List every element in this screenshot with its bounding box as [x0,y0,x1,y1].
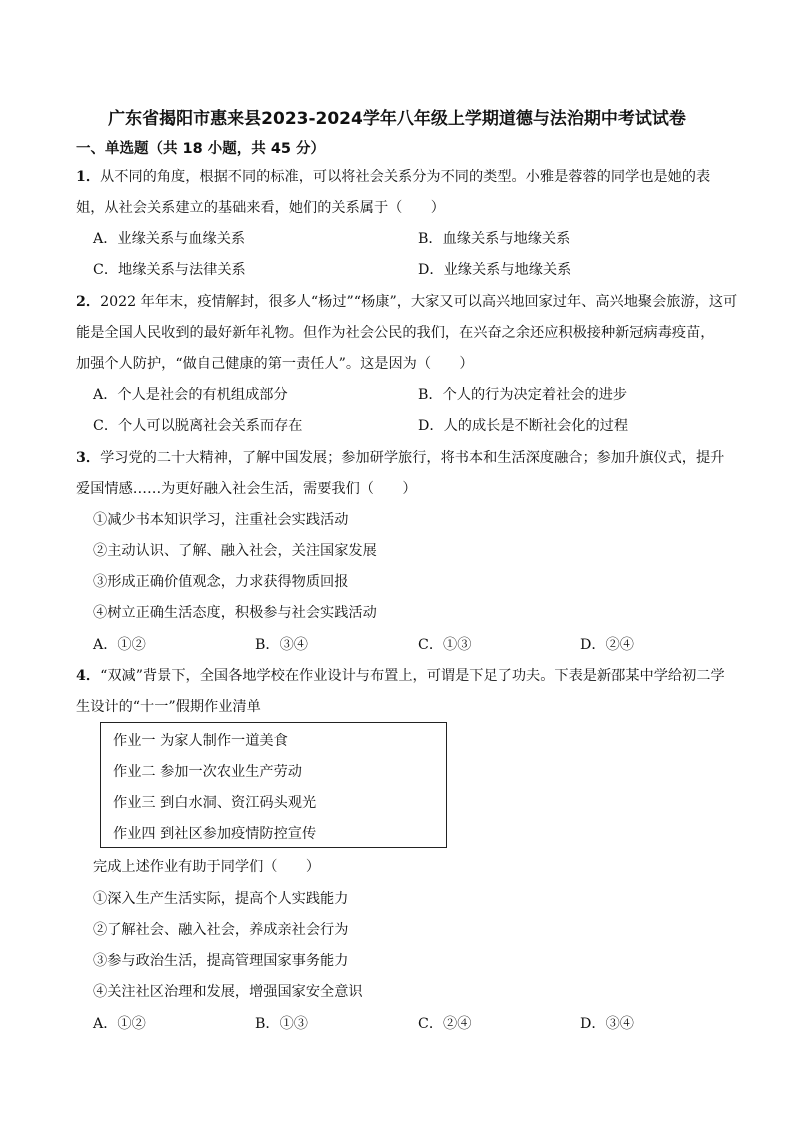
question-2-option-a[interactable]: A．个人是社会的有机组成部分 [93,387,288,403]
question-number: 3． [76,450,101,466]
question-1-option-d[interactable]: D．业缘关系与地缘关系 [418,262,572,278]
question-4-option-b[interactable]: B．①③ [255,1016,308,1032]
question-3-line-1: 3．学习党的二十大精神，了解中国发展；参加研学旅行，将书本和生活深度融合；参加升旗仪式，提升 [76,450,725,466]
question-4-statement-2: ②了解社会、融入社会，养成亲社会行为 [93,922,349,938]
question-3-option-b[interactable]: B．③④ [255,637,308,653]
question-2-option-b[interactable]: B．个人的行为决定着社会的进步 [418,387,628,403]
question-1-option-a[interactable]: A．业缘关系与血缘关系 [93,231,246,247]
question-1-option-b[interactable]: B．血缘关系与地缘关系 [418,231,571,247]
question-4-option-c[interactable]: C．②④ [418,1016,472,1032]
question-3-option-c[interactable]: C．①③ [418,637,472,653]
question-1-line-2: 姐，从社会关系建立的基础来看，她们的关系属于（ ） [76,200,445,216]
question-number: 4． [76,668,101,684]
homework-item: 作业一 为家人制作一道美食 [113,733,288,749]
question-2-option-c[interactable]: C．个人可以脱离社会关系而存在 [93,418,303,434]
homework-item: 作业三 到白水洞、资江码头观光 [113,795,317,811]
question-3-statement-4: ④树立正确生活态度，积极参与社会实践活动 [93,605,377,621]
homework-item: 作业二 参加一次农业生产劳动 [113,764,302,780]
question-3-line-2: 爱国情感……为更好融入社会生活，需要我们（ ） [76,481,417,497]
question-1-option-c[interactable]: C．地缘关系与法律关系 [93,262,246,278]
question-3-option-d[interactable]: D．②④ [580,637,634,653]
question-number: 2． [76,294,101,310]
question-4-statement-4: ④关注社区治理和发展，增强国家安全意识 [93,984,363,1000]
question-2-line-1: 2．2022 年年末，疫情解封，很多人“杨过”“杨康”，大家又可以高兴地回家过年、高兴地聚会旅游，这可 [76,294,738,310]
section-heading: 一、单选题（共 18 小题，共 45 分） [76,141,326,157]
question-4-prompt: 完成上述作业有助于同学们（ ） [93,859,321,875]
exam-title: 广东省揭阳市惠来县2023-2024学年八年级上学期道德与法治期中考试试卷 [108,109,686,129]
question-4-statement-3: ③参与政治生活，提高管理国家事务能力 [93,953,349,969]
question-3-statement-1: ①减少书本知识学习，注重社会实践活动 [93,512,349,528]
homework-item: 作业四 到社区参加疫情防控宣传 [113,826,317,842]
question-3-statement-2: ②主动认识、了解、融入社会，关注国家发展 [93,543,377,559]
homework-table [100,722,447,848]
question-4-option-d[interactable]: D．③④ [580,1016,634,1032]
question-4-option-a[interactable]: A．①② [93,1016,146,1032]
question-2-line-2: 能是全国人民收到的最好新年礼物。但作为社会公民的我们，在兴奋之余还应积极接种新冠病毒疫苗， [76,325,715,341]
question-number: 1． [76,169,101,185]
question-3-statement-3: ③形成正确价值观念，力求获得物质回报 [93,574,349,590]
question-2-option-d[interactable]: D．人的成长是不断社会化的过程 [418,418,629,434]
question-3-option-a[interactable]: A．①② [93,637,146,653]
question-2-line-3: 加强个人防护，“做自己健康的第一责任人”。这是因为（ ） [76,356,474,372]
question-4-line-2: 生设计的“十一”假期作业清单 [76,699,261,715]
question-4-statement-1: ①深入生产生活实际，提高个人实践能力 [93,891,349,907]
question-1-line-1: 1．从不同的角度，根据不同的标准，可以将社会关系分为不同的类型。小雅是蓉蓉的同学也是她的表 [76,169,711,185]
question-4-line-1: 4．“双减”背景下，全国各地学校在作业设计与布置上，可谓是下足了功夫。下表是新邵某中学给初二学 [76,668,725,684]
